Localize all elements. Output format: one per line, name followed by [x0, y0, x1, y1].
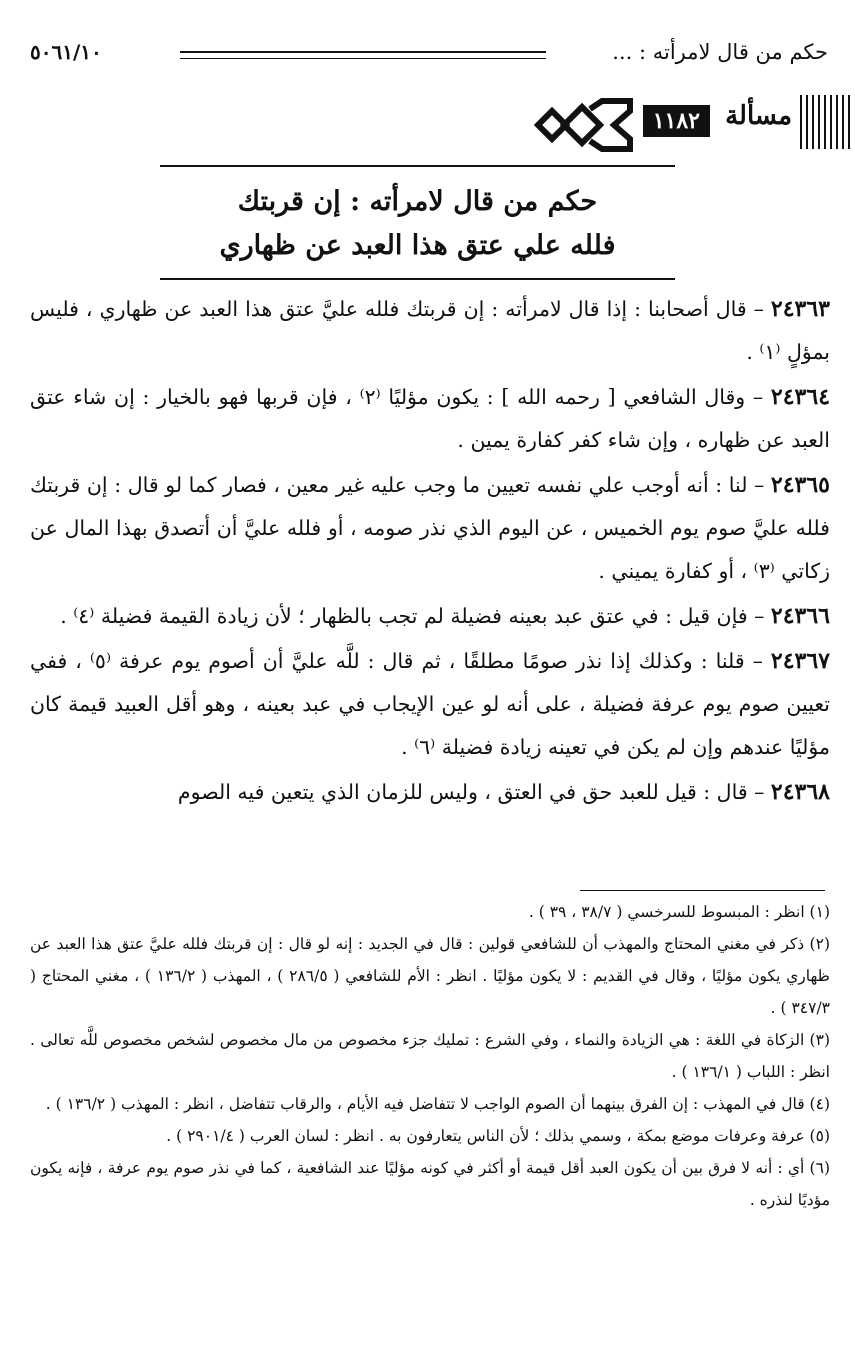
paragraph — [30, 288, 830, 374]
paragraph-number: ٢٤٣٦٨ — [770, 779, 830, 805]
paragraph-text: – وقال الشافعي [ رحمه الله ] : يكون مؤليًا ⁽٢⁾ ، فإن قربها فهو بالخيار : إن شاء عتق العبد عن ظهاره ، وإن شاء كفر كفارة يمين . — [30, 385, 830, 452]
running-header-rule — [180, 51, 546, 59]
footnote-separator — [580, 890, 825, 891]
paragraph-text: – فإن قيل : في عتق عبد بعينه فضيلة لم تجب بالظهار ؛ لأن زيادة القيمة فضيلة ⁽٤⁾ . — [60, 604, 771, 628]
running-header-title: حكم من قال لامرأته : ... — [612, 40, 828, 64]
footnote: (٣) الزكاة في اللغة : هي الزيادة والنماء ، وفي الشرع : تمليك جزء مخصوص من مال مخصوص لشخص مخصوص للَّه تعالى . انظر : اللباب ( ١٣٦/١ ) . — [30, 1031, 830, 1081]
paragraph-text: – لنا : أنه أوجب علي نفسه تعيين ما وجب عليه غير معين ، فصار كما لو قال : إن قربتك فلله عليَّ صوم يوم الخميس ، عن اليوم الذي نذر صومه ، أو فلله عليَّ أن أتصدق بهذا المال عن زكاتي ⁽٣⁾ ، أو كفارة يميني . — [30, 473, 830, 583]
masala-label: مسألة — [725, 101, 792, 131]
paragraph — [30, 640, 830, 769]
footnote: (١) انظر : المبسوط للسرخسي ( ٣٨/٧ ، ٣٩ ) . — [528, 903, 830, 921]
paragraph-number: ٢٤٣٦٥ — [770, 472, 830, 498]
paragraph-text: – قلنا : وكذلك إذا نذر صومًا مطلقًا ، ثم قال : للَّه عليَّ أن أصوم يوم عرفة ⁽٥⁾ ، ففي تعيين صوم يوم عرفة فضيلة ، على أنه لو عين الإيجاب في عبد بعينه ، وهو أقل العبيد قيمة كان مؤليًا عندهم وإن لم يكن في تعينه زيادة فضيلة ⁽٦⁾ . — [30, 649, 830, 759]
paragraph-text: – قال : قيل للعبد حق في العتق ، وليس للزمان الذي يتعين فيه الصوم — [177, 780, 771, 804]
hatch-ornament — [800, 95, 850, 149]
footnote: (٥) عرفة وعرفات موضع بمكة ، وسمي بذلك ؛ لأن الناس يتعارفون به . انظر : لسان العرب ( ٢٩٠١/٤ ) . — [166, 1127, 830, 1145]
footnotes — [30, 896, 830, 1216]
paragraph-text: – قال أصحابنا : إذا قال لامرأته : إن قربتك فلله عليَّ عتق هذا العبد عن ظهاري ، فليس بمؤلٍ ⁽١⁾ . — [30, 297, 830, 364]
paragraph-number: ٢٤٣٦٣ — [770, 296, 830, 322]
heading-line-2: فلله علي عتق هذا العبد عن ظهاري — [219, 230, 616, 261]
paragraph-number: ٢٤٣٦٦ — [770, 603, 830, 629]
paragraph — [30, 771, 830, 814]
masala-number: ١١٨٢ — [643, 105, 710, 137]
page-number: ٥٠٦١/١٠ — [30, 40, 102, 64]
heading-rule-top — [160, 165, 675, 167]
running-header — [30, 40, 828, 80]
masala-banner — [530, 95, 850, 155]
main-heading — [180, 180, 655, 268]
knot-ornament-icon — [530, 95, 635, 155]
paragraph — [30, 595, 830, 638]
footnote: (٢) ذكر في مغني المحتاج والمهذب أن للشافعي قولين : قال في الجديد : إنه لو قال : إن قربتك فلله عليَّ عتق هذا العبد عن ظهاري يكون مؤليًا ، وقال في القديم : لا يكون مؤليًا . انظر : الأم للشافعي ( ٢٨٦/٥ ) ، المهذب ( ١٣٦/٢ ) ، مغني المحتاج ( ٣٤٧/٣ ) . — [30, 935, 830, 1017]
heading-line-1: حكم من قال لامرأته : إن قربتك — [237, 186, 598, 217]
footnote: (٦) أي : أنه لا فرق بين أن يكون العبد أقل قيمة أو أكثر في كونه مؤليًا عند الشافعية ، كما في نذر صوم يوم عرفة ، فإنه يكون مؤديًا لنذره . — [30, 1159, 830, 1209]
paragraph-number: ٢٤٣٦٧ — [770, 648, 830, 674]
footnote: (٤) قال في المهذب : إن الفرق بينهما أن الصوم الواجب لا تتفاضل فيه الأيام ، والرقاب تتفاضل ، انظر : المهذب ( ١٣٦/٢ ) . — [45, 1095, 830, 1113]
paragraph — [30, 376, 830, 462]
main-text — [30, 288, 830, 816]
heading-rule-bottom — [160, 278, 675, 280]
paragraph — [30, 464, 830, 593]
paragraph-number: ٢٤٣٦٤ — [770, 384, 831, 410]
